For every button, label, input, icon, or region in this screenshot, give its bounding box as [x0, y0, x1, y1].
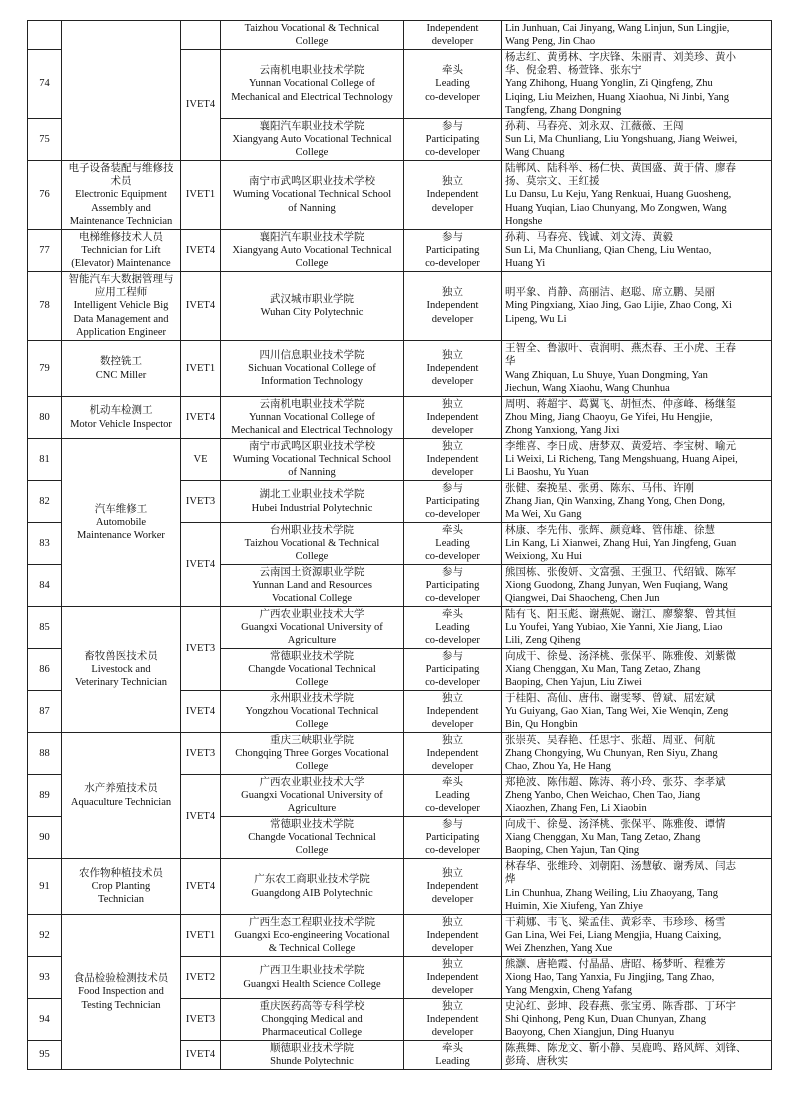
table-row	[28, 161, 772, 230]
role-cell: 独立 Independent developer	[404, 341, 502, 397]
college-cell: 南宁市武鸣区职业技术学校 Wuming Vocational Technical School of Nanning	[221, 161, 404, 230]
developers-cell: 郑艳波、陈伟超、陈涛、蒋小玲、张芬、李孝斌 Zheng Yanbo, Chen Weichao, Chen Tao, Jiang Xiaozhen, Zhang Fen, Li Xiaobin	[502, 775, 772, 817]
role-cell: 独立 Independent developer	[404, 397, 502, 439]
developers-cell: 林春华、张维玲、刘朝阳、汤慧敏、谢秀凤、闫志 烨 Lin Chunhua, Zhang Weiling, Liu Zhaoyang, Tang Huimin, Xie Xiufeng, Yan Zhiye	[502, 859, 772, 915]
table-row	[28, 21, 772, 50]
college-cell: 襄阳汽车职业技术学院 Xiangyang Auto Vocational Technical College	[221, 230, 404, 272]
occupation-cell: 水产养殖技术员 Aquaculture Technician	[62, 733, 181, 859]
row-number-cell: 92	[28, 915, 62, 957]
level-cell: IVET4	[181, 859, 221, 915]
row-number-cell: 77	[28, 230, 62, 272]
college-cell: 顺德职业技术学院 Shunde Polytechnic	[221, 1041, 404, 1070]
level-cell: IVET3	[181, 999, 221, 1041]
developers-cell: 王智全、鲁淑叶、袁润明、燕杰春、王小虎、王春 华 Wang Zhiquan, Lu Shuye, Yuan Dongming, Yan Jiechun, Wang Xiaohu, Wang Chunhua	[502, 341, 772, 397]
row-number-cell: 86	[28, 649, 62, 691]
college-cell: 重庆医药高等专科学校 Chongqing Medical and Pharmaceutical College	[221, 999, 404, 1041]
occupation-cell: 电梯维修技术人员 Technician for Lift (Elevator) Maintenance	[62, 230, 181, 272]
table-row	[28, 397, 772, 439]
table-row	[28, 230, 772, 272]
college-cell: 广西生态工程职业技术学院 Guangxi Eco-engineering Vocational & Technical College	[221, 915, 404, 957]
developers-cell: 陆有飞、阳玉彪、谢燕妮、谢江、廖黎黎、曾其恒 Lu Youfei, Yang Yubiao, Xie Yanni, Xie Jiang, Liao Lili, Zeng Qiheng	[502, 607, 772, 649]
role-cell: 独立 Independent developer	[404, 439, 502, 481]
occupation-cell: 数控铣工 CNC Miller	[62, 341, 181, 397]
college-cell: 重庆三峡职业学院 Chongqing Three Gorges Vocational College	[221, 733, 404, 775]
row-number-cell: 83	[28, 523, 62, 565]
row-number-cell: 76	[28, 161, 62, 230]
college-cell: 云南机电职业技术学院 Yunnan Vocational College of Mechanical and Electrical Technology	[221, 397, 404, 439]
occupation-cell: 机动车检测工 Motor Vehicle Inspector	[62, 397, 181, 439]
role-cell: 参与 Participating co-developer	[404, 230, 502, 272]
college-cell: 广西农业职业技术大学 Guangxi Vocational University of Agriculture	[221, 607, 404, 649]
row-number-cell: 95	[28, 1041, 62, 1070]
developers-cell: 杨志红、黄勇林、字庆锋、朱丽青、刘美珍、黄小 华、倪金碧、杨萱锋、张东宁 Yang Zhihong, Huang Yonglin, Zi Qingfeng, Zhu Liqing, Liu Meizhen, Huang Xiaohua, Ni Jinbi, Yang Tangfeng, Zhang Dongning	[502, 50, 772, 119]
level-cell: IVET4	[181, 272, 221, 341]
level-cell: IVET4	[181, 1041, 221, 1070]
role-cell: 独立 Independent developer	[404, 999, 502, 1041]
developers-cell: 向成干、徐曼、汤泽桃、张保平、陈雅俊、谭情 Xiang Chenggan, Xu Man, Tang Zetao, Zhang Baoping, Chen Yajun, Tan Qing	[502, 817, 772, 859]
occupation-cell: 智能汽车大数据管理与 应用工程师 Intelligent Vehicle Big Data Management and Application Engineer	[62, 272, 181, 341]
role-cell: 独立 Independent developer	[404, 272, 502, 341]
table-row	[28, 915, 772, 957]
developers-cell: 孙莉、马春亮、刘永双、江薇薇、王闯 Sun Li, Ma Chunliang, Liu Yongshuang, Jiang Weiwei, Wang Chuang	[502, 119, 772, 161]
developers-cell: 张崇英、吴春艳、任思宇、张超、周亚、何航 Zhang Chongying, Wu Chunyan, Ren Siyu, Zhang Chao, Zhou Ya, He Hang	[502, 733, 772, 775]
developers-cell: 干莉娜、韦飞、梁孟佳、黄彩幸、韦珍珍、杨雪 Gan Lina, Wei Fei, Liang Mengjia, Huang Caixing, Wei Zhenzhen, Yang Xue	[502, 915, 772, 957]
college-cell: 永州职业技术学院 Yongzhou Vocational Technical College	[221, 691, 404, 733]
role-cell: 牵头 Leading co-developer	[404, 523, 502, 565]
role-cell: 参与 Participating co-developer	[404, 565, 502, 607]
role-cell: 牵头 Leading co-developer	[404, 607, 502, 649]
row-number-cell: 78	[28, 272, 62, 341]
role-cell: 参与 Participating co-developer	[404, 481, 502, 523]
level-cell: IVET4	[181, 50, 221, 161]
row-number-cell: 85	[28, 607, 62, 649]
table-row	[28, 341, 772, 397]
role-cell: 牵头 Leading	[404, 1041, 502, 1070]
row-number-cell: 75	[28, 119, 62, 161]
occupational-standards-table	[27, 20, 772, 1070]
row-number-cell: 81	[28, 439, 62, 481]
level-cell: IVET1	[181, 915, 221, 957]
row-number-cell	[28, 21, 62, 50]
college-cell: 云南国土资源职业学院 Yunnan Land and Resources Vocational College	[221, 565, 404, 607]
table-row	[28, 859, 772, 915]
college-cell: 广西卫生职业技术学院 Guangxi Health Science College	[221, 957, 404, 999]
developers-cell: 向成干、徐曼、汤泽桃、张保平、陈雅俊、刘紫微 Xiang Chenggan, Xu Man, Tang Zetao, Zhang Baoping, Chen Yajun, Liu Ziwei	[502, 649, 772, 691]
developers-cell: 熊灏、唐艳霞、付晶晶、唐昭、杨梦昕、程雅芳 Xiong Hao, Tang Yanxia, Fu Jingjing, Tang Zhao, Yang Mengxin, Cheng Yafang	[502, 957, 772, 999]
developers-cell: 史沁红、彭坤、段春燕、张宝勇、陈香郡、丁环宇 Shi Qinhong, Peng Kun, Duan Chunyan, Zhang Baoyong, Chen Xiangjun, Ding Huanyu	[502, 999, 772, 1041]
level-cell: IVET4	[181, 397, 221, 439]
table-row	[28, 733, 772, 775]
level-cell: IVET4	[181, 523, 221, 607]
occupation-cell: 农作物种植技术员 Crop Planting Technician	[62, 859, 181, 915]
table-row	[28, 607, 772, 649]
row-number-cell: 90	[28, 817, 62, 859]
row-number-cell: 79	[28, 341, 62, 397]
developers-cell: 于桂阳、高仙、唐伟、谢雯琴、曾斌、屈宏斌 Yu Guiyang, Gao Xian, Tang Wei, Xie Wenqin, Zeng Bin, Qu Hongbin	[502, 691, 772, 733]
row-number-cell: 80	[28, 397, 62, 439]
developers-cell: 陈燕舞、陈龙文、靳小静、吴鹿鸣、路风辉、刘锋、 彭琦、唐秋实	[502, 1041, 772, 1070]
college-cell: 武汉城市职业学院 Wuhan City Polytechnic	[221, 272, 404, 341]
college-cell: 云南机电职业技术学院 Yunnan Vocational College of Mechanical and Electrical Technology	[221, 50, 404, 119]
role-cell: 牵头 Leading co-developer	[404, 50, 502, 119]
table-row	[28, 439, 772, 481]
level-cell: IVET4	[181, 230, 221, 272]
role-cell: 参与 Participating co-developer	[404, 649, 502, 691]
developers-cell: 熊国栋、张俊妍、文富强、王强卫、代绍钺、陈军 Xiong Guodong, Zhang Junyan, Wen Fuqiang, Wang Qiangwei, Dai Shaocheng, Chen Jun	[502, 565, 772, 607]
occupation-cell: 电子设备装配与维修技 术员 Electronic Equipment Assembly and Maintenance Technician	[62, 161, 181, 230]
occupation-cell	[62, 21, 181, 161]
college-cell: 广东农工商职业技术学院 Guangdong AIB Polytechnic	[221, 859, 404, 915]
college-cell: 常德职业技术学院 Changde Vocational Technical College	[221, 649, 404, 691]
level-cell: VE	[181, 439, 221, 481]
table-row	[28, 272, 772, 341]
college-cell: 台州职业技术学院 Taizhou Vocational & Technical College	[221, 523, 404, 565]
role-cell: 独立 Independent developer	[404, 859, 502, 915]
role-cell: 独立 Independent developer	[404, 691, 502, 733]
row-number-cell: 94	[28, 999, 62, 1041]
role-cell: Independent developer	[404, 21, 502, 50]
developers-cell: 李维喜、李日成、唐梦双、黄爱培、李宝树、喻元 Li Weixi, Li Richeng, Tang Mengshuang, Huang Aipei, Li Baoshu, Yu Yuan	[502, 439, 772, 481]
college-cell: 襄阳汽车职业技术学院 Xiangyang Auto Vocational Technical College	[221, 119, 404, 161]
role-cell: 独立 Independent developer	[404, 733, 502, 775]
role-cell: 牵头 Leading co-developer	[404, 775, 502, 817]
developers-cell: 张健、秦挽星、张勇、陈东、马伟、许刚 Zhang Jian, Qin Wanxing, Zhang Yong, Chen Dong, Ma Wei, Xu Gang	[502, 481, 772, 523]
occupation-cell: 食品检验检测技术员 Food Inspection and Testing Technician	[62, 915, 181, 1070]
role-cell: 参与 Participating co-developer	[404, 817, 502, 859]
row-number-cell: 84	[28, 565, 62, 607]
row-number-cell: 91	[28, 859, 62, 915]
level-cell	[181, 21, 221, 50]
college-cell: Taizhou Vocational & Technical College	[221, 21, 404, 50]
developers-cell: 林康、李先伟、张辉、颜竟峰、管伟雄、徐慧 Lin Kang, Li Xianwei, Zhang Hui, Yan Jingfeng, Guan Weixiong, Xu Hui	[502, 523, 772, 565]
college-cell: 湖北工业职业技术学院 Hubei Industrial Polytechnic	[221, 481, 404, 523]
developers-cell: 陆郸风、陆科举、杨仁快、黄国盛、黄于倩、廖春 扬、莫宗文、王红援 Lu Dansu, Lu Keju, Yang Renkuai, Huang Guosheng, Huang Yuqian, Liao Chunyang, Mo Zongwen, Wang Hongshe	[502, 161, 772, 230]
developers-cell: 明平象、肖静、高丽洁、赵聪、席立鹏、吴丽 Ming Pingxiang, Xiao Jing, Gao Lijie, Zhao Cong, Xi Lipeng, Wu Li	[502, 272, 772, 341]
college-cell: 南宁市武鸣区职业技术学校 Wuming Vocational Technical School of Nanning	[221, 439, 404, 481]
level-cell: IVET1	[181, 341, 221, 397]
college-cell: 广西农业职业技术大学 Guangxi Vocational University of Agriculture	[221, 775, 404, 817]
level-cell: IVET3	[181, 607, 221, 691]
developers-cell: 孙莉、马春亮、钱诚、刘文涛、黄毅 Sun Li, Ma Chunliang, Qian Cheng, Liu Wentao, Huang Yi	[502, 230, 772, 272]
role-cell: 独立 Independent developer	[404, 161, 502, 230]
level-cell: IVET2	[181, 957, 221, 999]
level-cell: IVET1	[181, 161, 221, 230]
developers-cell: Lin Junhuan, Cai Jinyang, Wang Linjun, Sun Lingjie, Wang Peng, Jin Chao	[502, 21, 772, 50]
occupation-cell: 畜牧兽医技术员 Livestock and Veterinary Technician	[62, 607, 181, 733]
role-cell: 独立 Independent developer	[404, 957, 502, 999]
row-number-cell: 93	[28, 957, 62, 999]
role-cell: 独立 Independent developer	[404, 915, 502, 957]
level-cell: IVET4	[181, 691, 221, 733]
role-cell: 参与 Participating co-developer	[404, 119, 502, 161]
level-cell: IVET3	[181, 481, 221, 523]
college-cell: 四川信息职业技术学院 Sichuan Vocational College of Information Technology	[221, 341, 404, 397]
row-number-cell: 88	[28, 733, 62, 775]
level-cell: IVET3	[181, 733, 221, 775]
developers-cell: 周明、蒋超宇、葛翼飞、胡恒杰、仲彦峰、杨继玺 Zhou Ming, Jiang Chaoyu, Ge Yifei, Hu Hengjie, Zhong Yanxiong, Yang Jixi	[502, 397, 772, 439]
row-number-cell: 89	[28, 775, 62, 817]
row-number-cell: 74	[28, 50, 62, 119]
occupation-cell: 汽车维修工 Automobile Maintenance Worker	[62, 439, 181, 607]
row-number-cell: 82	[28, 481, 62, 523]
row-number-cell: 87	[28, 691, 62, 733]
college-cell: 常德职业技术学院 Changde Vocational Technical College	[221, 817, 404, 859]
level-cell: IVET4	[181, 775, 221, 859]
